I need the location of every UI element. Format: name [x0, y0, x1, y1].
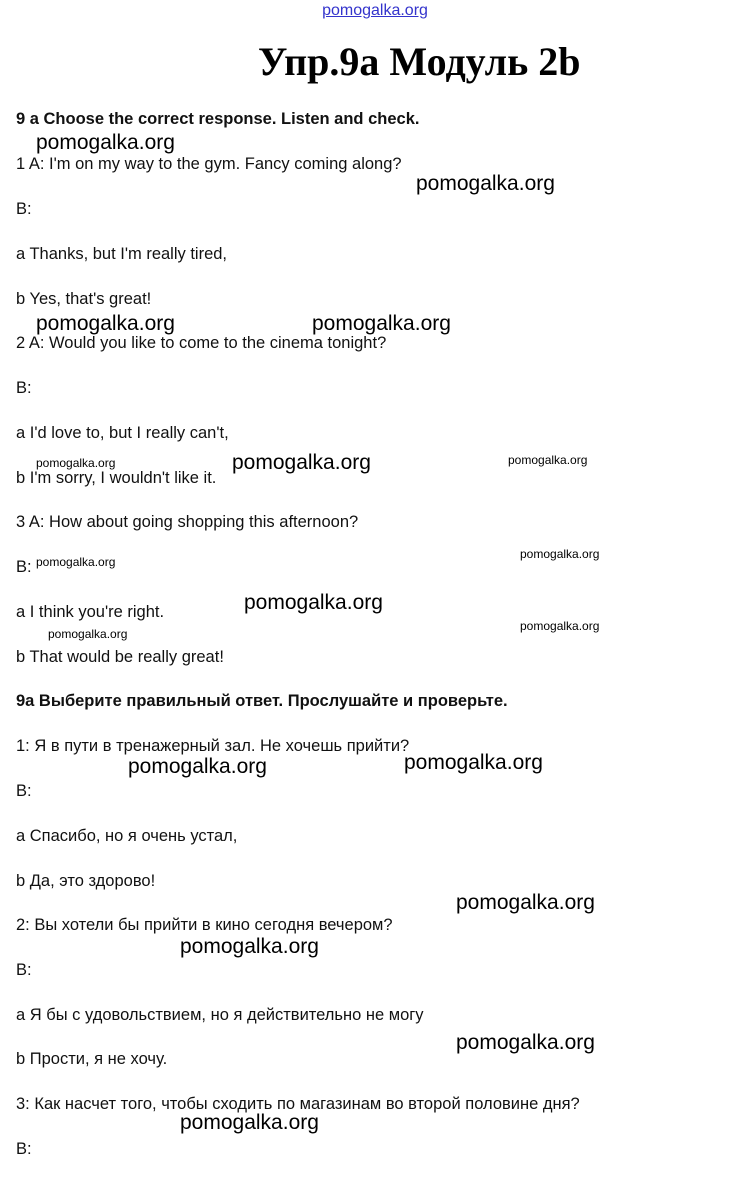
watermark: pomogalka.org: [36, 456, 116, 470]
english-answer-1-label: B:: [16, 200, 32, 218]
watermark: pomogalka.org: [36, 131, 175, 154]
english-answer-2-label: B:: [16, 379, 32, 397]
english-q2-option-b: b I'm sorry, I wouldn't like it.: [16, 469, 217, 487]
russian-question-2: 2: Вы хотели бы прийти в кино сегодня вечером?: [16, 916, 393, 934]
english-q3-option-b: b That would be really great!: [16, 648, 224, 666]
watermark: pomogalka.org: [456, 1031, 595, 1054]
english-q2-option-a: a I'd love to, but I really can't,: [16, 424, 229, 442]
english-question-1: 1 A: I'm on my way to the gym. Fancy coming along?: [16, 155, 402, 173]
watermark: pomogalka.org: [128, 755, 267, 778]
watermark: pomogalka.org: [312, 312, 451, 335]
watermark: pomogalka.org: [180, 1111, 319, 1134]
english-heading: 9 a Choose the correct response. Listen and check.: [16, 110, 420, 128]
russian-q2-option-b: b Прости, я не хочу.: [16, 1050, 168, 1068]
watermark: pomogalka.org: [36, 555, 116, 569]
english-q1-option-a: a Thanks, but I'm really tired,: [16, 245, 228, 263]
watermark: pomogalka.org: [404, 751, 543, 774]
russian-question-1: 1: Я в пути в тренажерный зал. Не хочешь прийти?: [16, 737, 410, 755]
english-question-2: 2 A: Would you like to come to the cinema tonight?: [16, 334, 387, 352]
page-title: Упр.9a Модуль 2b: [258, 39, 581, 84]
watermark: pomogalka.org: [520, 619, 600, 633]
watermark: pomogalka.org: [180, 935, 319, 958]
watermark: pomogalka.org: [232, 451, 371, 474]
top-link[interactable]: pomogalka.org: [322, 2, 428, 19]
english-q1-option-b: b Yes, that's great!: [16, 290, 152, 308]
russian-answer-1-label: B:: [16, 782, 32, 800]
english-q3-option-a: a I think you're right.: [16, 603, 165, 621]
watermark: pomogalka.org: [520, 547, 600, 561]
watermark: pomogalka.org: [244, 591, 383, 614]
english-question-3: 3 A: How about going shopping this afternoon?: [16, 513, 359, 531]
russian-q1-option-a: a Спасибо, но я очень устал,: [16, 827, 238, 845]
russian-q1-option-b: b Да, это здорово!: [16, 872, 156, 890]
russian-answer-2-label: B:: [16, 961, 32, 979]
russian-heading: 9a Выберите правильный ответ. Прослушайте и проверьте.: [16, 692, 508, 710]
watermark: pomogalka.org: [456, 891, 595, 914]
english-answer-3-label: B:: [16, 558, 32, 576]
watermark: pomogalka.org: [36, 312, 175, 335]
russian-answer-3-label: B:: [16, 1140, 32, 1158]
watermark: pomogalka.org: [48, 627, 128, 641]
russian-q2-option-a: a Я бы с удовольствием, но я действительно не могу: [16, 1006, 424, 1024]
russian-question-3: 3: Как насчет того, чтобы сходить по магазинам во второй половине дня?: [16, 1095, 580, 1113]
watermark: pomogalka.org: [416, 172, 555, 195]
watermark: pomogalka.org: [508, 453, 588, 467]
